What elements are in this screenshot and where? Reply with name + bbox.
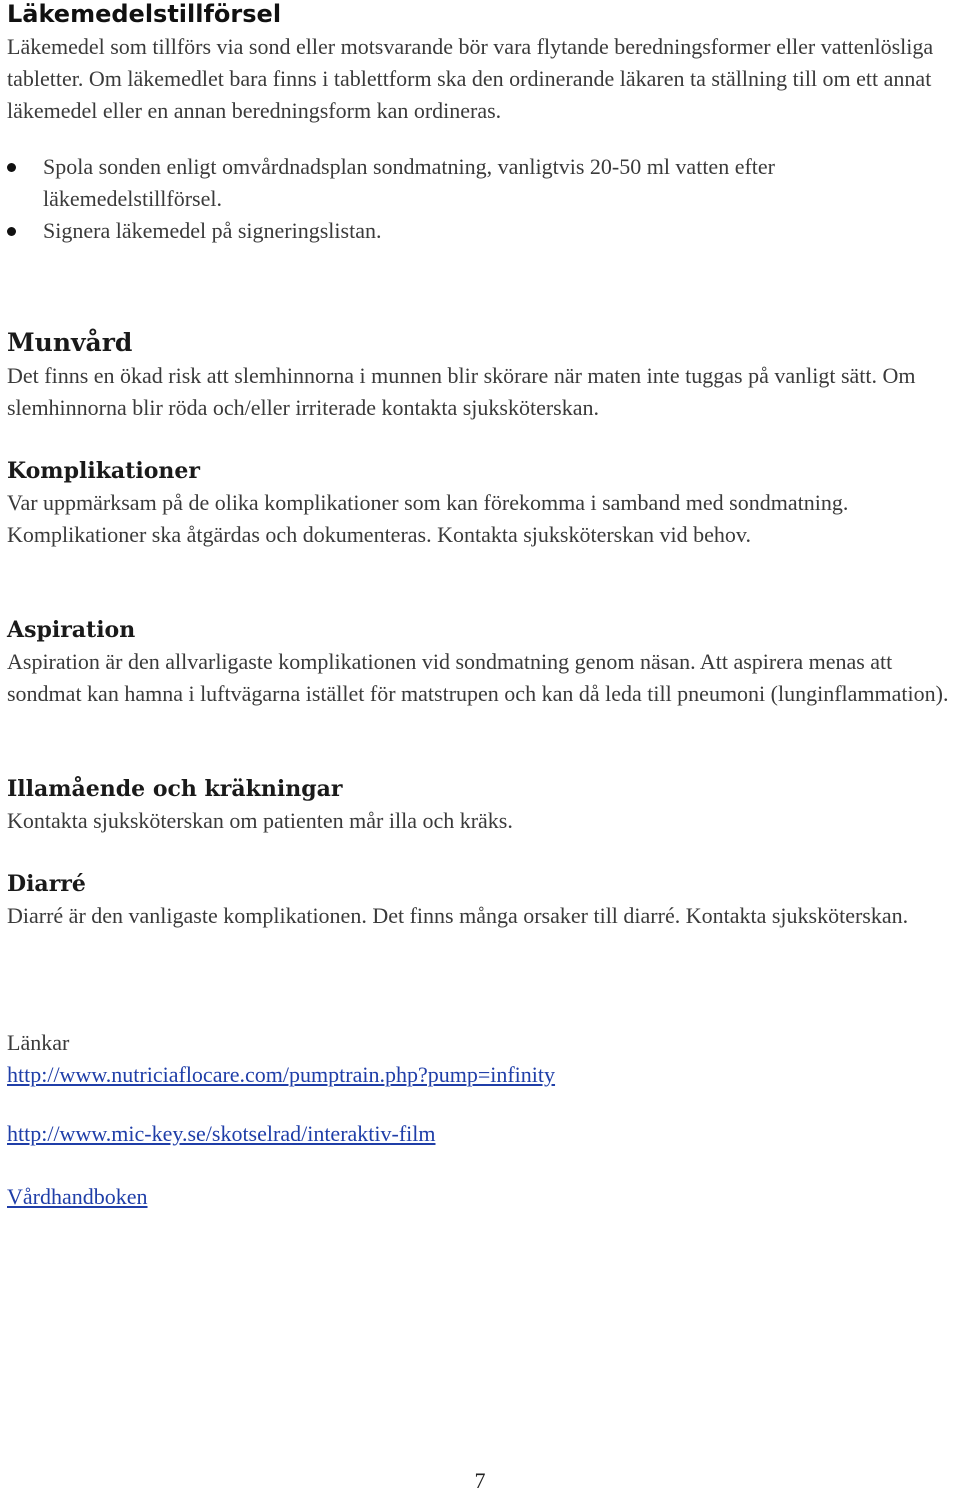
bullet-item [7, 215, 957, 247]
link-row-vardhandboken [7, 1181, 957, 1213]
section-aspiration [7, 614, 957, 710]
link-vardhandboken[interactable]: Vårdhandboken [7, 1184, 148, 1209]
section-links [7, 1027, 957, 1091]
link-mic-key[interactable]: http://www.mic-key.se/skotselrad/interaktiv-film [7, 1121, 436, 1146]
bullet-list [7, 151, 957, 247]
heading-diarre: Diarré [7, 871, 86, 897]
section-munvard [7, 326, 957, 424]
paragraph-diarre: Diarré är den vanligaste komplikationen. Det finns många orsaker till diarré. Kontakta sjuksköterskan. [7, 903, 909, 928]
bullet-icon [7, 227, 16, 236]
heading-komplikationer: Komplikationer [7, 458, 200, 484]
paragraph-aspiration: Aspiration är den allvarligaste komplikationen vid sondmatning genom näsan. Att aspirera menas att sondmat kan hamna i luftvägarna istället för matstrupen och kan då leda till pneumoni (lunginflammation). [7, 649, 949, 706]
paragraph-lakemedelstillforsel: Läkemedel som tillförs via sond eller motsvarande bör vara flytande beredningsformer eller vattenlösliga tabletter. Om läkemedlet bara finns i tablettform ska den ordinerande läkaren ta ställning till om ett annat läkemedel eller en annan beredningsform kan ordineras. [7, 34, 934, 123]
heading-illamaende: Illamående och kräkningar [7, 776, 343, 802]
section-lakemedelstillforsel [7, 0, 957, 247]
page-number: 7 [474, 1468, 486, 1493]
link-row-mic-key [7, 1118, 957, 1150]
link-nutricia-flocare[interactable]: http://www.nutriciaflocare.com/pumptrain.php?pump=infinity [7, 1062, 556, 1087]
bullet-text: Signera läkemedel på signeringslistan. [43, 218, 382, 243]
links-label: Länkar [7, 1030, 70, 1055]
bullet-icon [7, 163, 16, 172]
bullet-text: Spola sonden enligt omvårdnadsplan sondmatning, vanligtvis 20-50 ml vatten efter läkemedelstillförsel. [43, 154, 775, 211]
section-diarre [7, 868, 957, 932]
paragraph-komplikationer: Var uppmärksam på de olika komplikationer som kan förekomma i samband med sondmatning. Komplikationer ska åtgärdas och dokumenteras. Kontakta sjuksköterskan vid behov. [7, 490, 849, 547]
bullet-item [7, 151, 957, 215]
heading-aspiration: Aspiration [7, 617, 136, 643]
heading-lakemedelstillforsel: Läkemedelstillförsel [7, 0, 282, 28]
heading-munvard: Munvård [7, 328, 133, 357]
section-illamaende [7, 773, 957, 837]
section-komplikationer [7, 455, 957, 551]
paragraph-illamaende: Kontakta sjuksköterskan om patienten mår illa och kräks. [7, 808, 513, 833]
paragraph-munvard: Det finns en ökad risk att slemhinnorna i munnen blir skörare när maten inte tuggas på vanligt sätt. Om slemhinnorna blir röda och/eller irriterade kontakta sjuksköterskan. [7, 363, 916, 420]
